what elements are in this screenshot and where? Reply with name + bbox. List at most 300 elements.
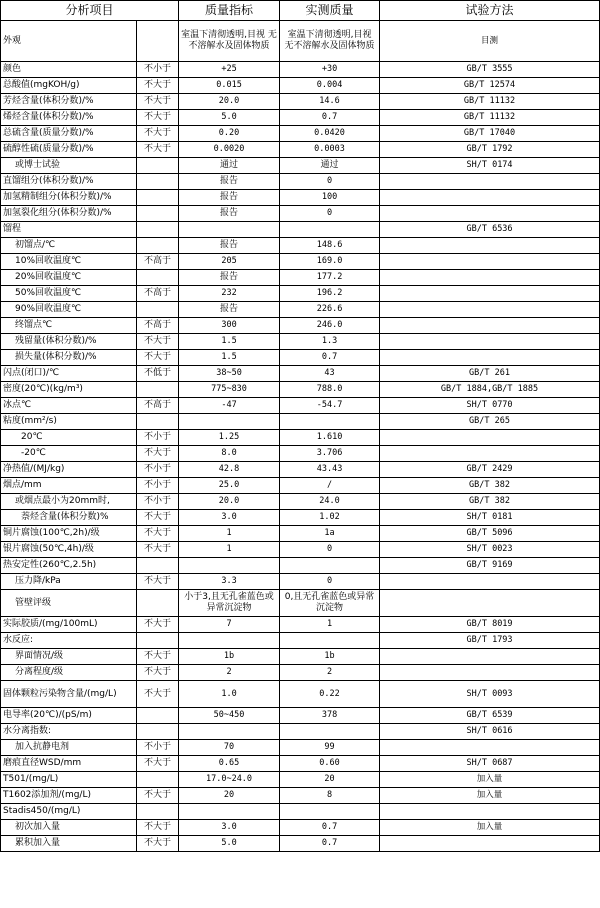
method-cell: GB/T 382	[380, 494, 600, 510]
measured-cell: 1b	[280, 649, 380, 665]
measured-cell	[280, 633, 380, 649]
table-row	[1, 21, 600, 62]
table-row	[1, 62, 600, 78]
table-row	[1, 617, 600, 633]
spec-cell	[179, 414, 280, 430]
table-row	[1, 478, 600, 494]
method-cell: SH/T 0687	[380, 756, 600, 772]
table-row	[1, 649, 600, 665]
measured-cell: 788.0	[280, 382, 380, 398]
method-cell: GB/T 11132	[380, 94, 600, 110]
measured-cell: 0.7	[280, 110, 380, 126]
limit-cell: 不高于	[137, 398, 179, 414]
method-cell	[380, 804, 600, 820]
spec-cell: 3.0	[179, 820, 280, 836]
method-cell	[380, 302, 600, 318]
method-cell	[380, 318, 600, 334]
item-cell: 电导率(20℃)/(pS/m)	[1, 708, 137, 724]
item-cell: 粘度(mm²/s)	[1, 414, 137, 430]
item-cell: 萘烃含量(体积分数)%	[1, 510, 137, 526]
table-row	[1, 665, 600, 681]
limit-cell: 不大于	[137, 836, 179, 852]
item-cell: 烟点/mm	[1, 478, 137, 494]
method-cell	[380, 286, 600, 302]
table-row	[1, 740, 600, 756]
measured-cell: 43.43	[280, 462, 380, 478]
spec-cell: 8.0	[179, 446, 280, 462]
table-row	[1, 334, 600, 350]
spec-cell: 0.65	[179, 756, 280, 772]
measured-cell: +30	[280, 62, 380, 78]
table-row	[1, 206, 600, 222]
table-row	[1, 222, 600, 238]
spec-cell: 20	[179, 788, 280, 804]
method-cell: SH/T 0023	[380, 542, 600, 558]
table-row	[1, 302, 600, 318]
spec-cell: 3.0	[179, 510, 280, 526]
measured-cell: 0,且无孔雀蓝色或异常沉淀物	[280, 590, 380, 617]
item-cell: 银片腐蚀(50℃,4h)/级	[1, 542, 137, 558]
measured-cell: 0.7	[280, 820, 380, 836]
item-cell: 累积加入量	[1, 836, 137, 852]
measured-cell: 1.02	[280, 510, 380, 526]
item-cell: 烯烃含量(体积分数)/%	[1, 110, 137, 126]
limit-cell: 不大于	[137, 649, 179, 665]
measured-cell: 14.6	[280, 94, 380, 110]
item-cell: 或烟点最小为20mm时,	[1, 494, 137, 510]
limit-cell	[137, 724, 179, 740]
limit-cell	[137, 633, 179, 649]
table-row	[1, 254, 600, 270]
spec-cell: 1.25	[179, 430, 280, 446]
limit-cell: 不大于	[137, 681, 179, 708]
spec-cell: 70	[179, 740, 280, 756]
item-cell: 热安定性(260℃,2.5h)	[1, 558, 137, 574]
table-row	[1, 286, 600, 302]
table-row	[1, 94, 600, 110]
table-row	[1, 494, 600, 510]
limit-cell	[137, 708, 179, 724]
limit-cell: 不小于	[137, 462, 179, 478]
spec-cell: 50~450	[179, 708, 280, 724]
table-row	[1, 708, 600, 724]
measured-cell: 0.004	[280, 78, 380, 94]
method-cell	[380, 238, 600, 254]
limit-cell: 不大于	[137, 126, 179, 142]
table-row	[1, 633, 600, 649]
measured-cell	[280, 414, 380, 430]
table-row	[1, 158, 600, 174]
method-cell: GB/T 8019	[380, 617, 600, 633]
spec-cell: 报告	[179, 302, 280, 318]
measured-cell	[280, 724, 380, 740]
measured-cell: 0.0003	[280, 142, 380, 158]
method-cell: GB/T 265	[380, 414, 600, 430]
spec-cell: 38~50	[179, 366, 280, 382]
table-row	[1, 558, 600, 574]
measured-cell: 8	[280, 788, 380, 804]
item-cell: 残留量(体积分数)/%	[1, 334, 137, 350]
item-cell: 90%回收温度℃	[1, 302, 137, 318]
measured-cell: 24.0	[280, 494, 380, 510]
limit-cell: 不低于	[137, 366, 179, 382]
item-cell: 初次加入量	[1, 820, 137, 836]
spec-cell: 报告	[179, 238, 280, 254]
table-row	[1, 78, 600, 94]
method-cell	[380, 740, 600, 756]
measured-cell: 0.7	[280, 350, 380, 366]
method-cell	[380, 350, 600, 366]
limit-cell: 不大于	[137, 820, 179, 836]
table-row	[1, 446, 600, 462]
limit-cell: 不大于	[137, 617, 179, 633]
item-cell: 水分离指数:	[1, 724, 137, 740]
item-cell: 初馏点/℃	[1, 238, 137, 254]
measured-cell: 100	[280, 190, 380, 206]
item-cell: 铜片腐蚀(100℃,2h)/级	[1, 526, 137, 542]
limit-cell	[137, 558, 179, 574]
table-row	[1, 462, 600, 478]
table-row	[1, 724, 600, 740]
spec-cell: -47	[179, 398, 280, 414]
spec-cell: 775~830	[179, 382, 280, 398]
limit-cell	[137, 804, 179, 820]
spec-cell: 0.015	[179, 78, 280, 94]
measured-cell: 0.22	[280, 681, 380, 708]
method-cell: GB/T 3555	[380, 62, 600, 78]
item-cell: 净热值/(MJ/kg)	[1, 462, 137, 478]
measured-cell: 169.0	[280, 254, 380, 270]
spec-cell: 报告	[179, 270, 280, 286]
header-item: 分析项目	[1, 1, 179, 21]
limit-cell: 不小于	[137, 494, 179, 510]
measured-cell: 室温下清彻透明,目视 无不溶解水及固体物质	[280, 21, 380, 62]
item-cell: 闪点(闭口)/℃	[1, 366, 137, 382]
measured-cell	[280, 222, 380, 238]
method-cell: GB/T 11132	[380, 110, 600, 126]
item-cell: 终馏点℃	[1, 318, 137, 334]
method-cell: GB/T 17040	[380, 126, 600, 142]
item-cell: 损失量(体积分数)/%	[1, 350, 137, 366]
measured-cell: 1	[280, 617, 380, 633]
measured-cell: 226.6	[280, 302, 380, 318]
measured-cell: 43	[280, 366, 380, 382]
spec-cell: 3.3	[179, 574, 280, 590]
spec-cell: 1	[179, 542, 280, 558]
table-row	[1, 510, 600, 526]
table-row	[1, 414, 600, 430]
limit-cell	[137, 206, 179, 222]
measured-cell: 0	[280, 542, 380, 558]
table-row	[1, 190, 600, 206]
measured-cell: 99	[280, 740, 380, 756]
limit-cell: 不高于	[137, 254, 179, 270]
table-row	[1, 318, 600, 334]
table-row	[1, 430, 600, 446]
spec-cell	[179, 558, 280, 574]
limit-cell: 不高于	[137, 318, 179, 334]
table-row	[1, 836, 600, 852]
table-row	[1, 804, 600, 820]
method-cell: SH/T 0770	[380, 398, 600, 414]
item-cell: T501/(mg/L)	[1, 772, 137, 788]
method-cell: GB/T 5096	[380, 526, 600, 542]
table-row	[1, 350, 600, 366]
spec-cell: 42.8	[179, 462, 280, 478]
spec-cell: 7	[179, 617, 280, 633]
spec-cell	[179, 633, 280, 649]
spec-cell	[179, 724, 280, 740]
item-cell: 20℃	[1, 430, 137, 446]
method-cell: GB/T 382	[380, 478, 600, 494]
table-row	[1, 174, 600, 190]
limit-cell	[137, 772, 179, 788]
measured-cell	[280, 804, 380, 820]
spec-cell: 通过	[179, 158, 280, 174]
limit-cell: 不小于	[137, 740, 179, 756]
header-measured: 实测质量	[280, 1, 380, 21]
spec-cell: 0.20	[179, 126, 280, 142]
limit-cell: 不小于	[137, 430, 179, 446]
method-cell: SH/T 0093	[380, 681, 600, 708]
item-cell: 压力降/kPa	[1, 574, 137, 590]
spec-cell: 232	[179, 286, 280, 302]
table-body	[1, 21, 600, 852]
method-cell: GB/T 6536	[380, 222, 600, 238]
spec-cell: 5.0	[179, 836, 280, 852]
limit-cell	[137, 158, 179, 174]
table-row	[1, 681, 600, 708]
measured-cell: 2	[280, 665, 380, 681]
limit-cell	[137, 414, 179, 430]
method-cell: GB/T 12574	[380, 78, 600, 94]
measured-cell	[280, 558, 380, 574]
spec-cell	[179, 804, 280, 820]
spec-cell: 报告	[179, 174, 280, 190]
method-cell	[380, 334, 600, 350]
limit-cell: 不大于	[137, 526, 179, 542]
limit-cell	[137, 190, 179, 206]
table-row	[1, 270, 600, 286]
header-row	[1, 1, 600, 21]
method-cell	[380, 574, 600, 590]
header-spec: 质量指标	[179, 1, 280, 21]
measured-cell: 246.0	[280, 318, 380, 334]
item-cell: 硫醇性硫(质量分数)/%	[1, 142, 137, 158]
spec-cell: 2	[179, 665, 280, 681]
limit-cell: 不大于	[137, 510, 179, 526]
item-cell: 磨痕直径WSD/mm	[1, 756, 137, 772]
measured-cell: 0	[280, 206, 380, 222]
measured-cell: 1.610	[280, 430, 380, 446]
limit-cell: 不大于	[137, 78, 179, 94]
method-cell: SH/T 0181	[380, 510, 600, 526]
table-row	[1, 238, 600, 254]
spec-cell: 300	[179, 318, 280, 334]
item-cell: 冰点℃	[1, 398, 137, 414]
measured-cell: 20	[280, 772, 380, 788]
limit-cell: 不大于	[137, 574, 179, 590]
spec-cell: 1.0	[179, 681, 280, 708]
limit-cell	[137, 302, 179, 318]
limit-cell	[137, 590, 179, 617]
limit-cell: 不大于	[137, 756, 179, 772]
measured-cell: 0.7	[280, 836, 380, 852]
item-cell: 外观	[1, 21, 137, 62]
item-cell: 20%回收温度℃	[1, 270, 137, 286]
limit-cell: 不大于	[137, 110, 179, 126]
item-cell: 总硫含量(质量分数)/%	[1, 126, 137, 142]
method-cell: GB/T 6539	[380, 708, 600, 724]
item-cell: Stadis450/(mg/L)	[1, 804, 137, 820]
spec-cell: 报告	[179, 190, 280, 206]
item-cell: 10%回收温度℃	[1, 254, 137, 270]
method-cell: GB/T 9169	[380, 558, 600, 574]
measured-cell: 148.6	[280, 238, 380, 254]
item-cell: 加入抗静电剂	[1, 740, 137, 756]
limit-cell	[137, 21, 179, 62]
item-cell: 加氢裂化组分(体积分数)/%	[1, 206, 137, 222]
table-row	[1, 820, 600, 836]
method-cell	[380, 665, 600, 681]
table-row	[1, 398, 600, 414]
item-cell: 固体颗粒污染物含量/(mg/L)	[1, 681, 137, 708]
spec-cell: 1	[179, 526, 280, 542]
method-cell: 加入量	[380, 788, 600, 804]
header-method: 试验方法	[380, 1, 600, 21]
method-cell: 加入量	[380, 772, 600, 788]
table-row	[1, 366, 600, 382]
spec-cell: 20.0	[179, 494, 280, 510]
limit-cell: 不大于	[137, 142, 179, 158]
spec-cell: +25	[179, 62, 280, 78]
item-cell: 或博士试验	[1, 158, 137, 174]
item-cell: 加氢精制组分(体积分数)/%	[1, 190, 137, 206]
limit-cell: 不小于	[137, 62, 179, 78]
table-row	[1, 772, 600, 788]
measured-cell: /	[280, 478, 380, 494]
limit-cell	[137, 270, 179, 286]
spec-cell: 25.0	[179, 478, 280, 494]
method-cell	[380, 190, 600, 206]
method-cell	[380, 430, 600, 446]
limit-cell: 不大于	[137, 334, 179, 350]
measured-cell: -54.7	[280, 398, 380, 414]
method-cell	[380, 270, 600, 286]
item-cell: 馏程	[1, 222, 137, 238]
item-cell: 实际胶质/(mg/100mL)	[1, 617, 137, 633]
measured-cell: 1.3	[280, 334, 380, 350]
method-cell	[380, 590, 600, 617]
table-row	[1, 526, 600, 542]
limit-cell: 不大于	[137, 350, 179, 366]
table-row	[1, 590, 600, 617]
spec-cell: 小于3,且无孔雀蓝色或异常沉淀物	[179, 590, 280, 617]
limit-cell	[137, 222, 179, 238]
limit-cell: 不大于	[137, 94, 179, 110]
spec-cell: 1.5	[179, 350, 280, 366]
item-cell: 管壁评级	[1, 590, 137, 617]
table-row	[1, 382, 600, 398]
limit-cell	[137, 382, 179, 398]
spec-cell: 17.0~24.0	[179, 772, 280, 788]
limit-cell: 不大于	[137, 665, 179, 681]
method-cell	[380, 446, 600, 462]
limit-cell: 不大于	[137, 788, 179, 804]
item-cell: 分离程度/级	[1, 665, 137, 681]
limit-cell: 不小于	[137, 478, 179, 494]
limit-cell: 不大于	[137, 542, 179, 558]
measured-cell: 0.60	[280, 756, 380, 772]
method-cell	[380, 206, 600, 222]
table-row	[1, 788, 600, 804]
method-cell: GB/T 1792	[380, 142, 600, 158]
table-row	[1, 110, 600, 126]
item-cell: 芳烃含量(体积分数)/%	[1, 94, 137, 110]
item-cell: T1602添加剂/(mg/L)	[1, 788, 137, 804]
measured-cell: 0	[280, 174, 380, 190]
table-row	[1, 542, 600, 558]
spec-cell: 室温下清彻透明,目视 无不溶解水及固体物质	[179, 21, 280, 62]
item-cell: 界面情况/级	[1, 649, 137, 665]
item-cell: 水反应:	[1, 633, 137, 649]
item-cell: 密度(20℃)(kg/m³)	[1, 382, 137, 398]
spec-cell: 0.0020	[179, 142, 280, 158]
method-cell: GB/T 1884,GB/T 1885	[380, 382, 600, 398]
item-cell: 50%回收温度℃	[1, 286, 137, 302]
method-cell	[380, 836, 600, 852]
spec-cell: 205	[179, 254, 280, 270]
table-row	[1, 574, 600, 590]
spec-cell: 1.5	[179, 334, 280, 350]
measured-cell: 0	[280, 574, 380, 590]
spec-cell: 报告	[179, 206, 280, 222]
measured-cell: 378	[280, 708, 380, 724]
item-cell: 直馏组分(体积分数)/%	[1, 174, 137, 190]
method-cell: GB/T 261	[380, 366, 600, 382]
spec-cell: 5.0	[179, 110, 280, 126]
limit-cell	[137, 174, 179, 190]
spec-cell: 20.0	[179, 94, 280, 110]
method-cell	[380, 174, 600, 190]
table-row	[1, 756, 600, 772]
method-cell	[380, 649, 600, 665]
measured-cell: 1a	[280, 526, 380, 542]
measured-cell: 3.706	[280, 446, 380, 462]
limit-cell	[137, 238, 179, 254]
method-cell: 加入量	[380, 820, 600, 836]
method-cell: 目测	[380, 21, 600, 62]
measured-cell: 0.0420	[280, 126, 380, 142]
measured-cell: 通过	[280, 158, 380, 174]
limit-cell: 不大于	[137, 446, 179, 462]
method-cell: GB/T 1793	[380, 633, 600, 649]
table-row	[1, 126, 600, 142]
method-cell: GB/T 2429	[380, 462, 600, 478]
item-cell: 总酸值(mgKOH/g)	[1, 78, 137, 94]
spec-cell	[179, 222, 280, 238]
limit-cell: 不高于	[137, 286, 179, 302]
method-cell: SH/T 0616	[380, 724, 600, 740]
measured-cell: 196.2	[280, 286, 380, 302]
method-cell	[380, 254, 600, 270]
table-row	[1, 142, 600, 158]
spec-cell: 1b	[179, 649, 280, 665]
item-cell: -20℃	[1, 446, 137, 462]
item-cell: 颜色	[1, 62, 137, 78]
measured-cell: 177.2	[280, 270, 380, 286]
method-cell: SH/T 0174	[380, 158, 600, 174]
